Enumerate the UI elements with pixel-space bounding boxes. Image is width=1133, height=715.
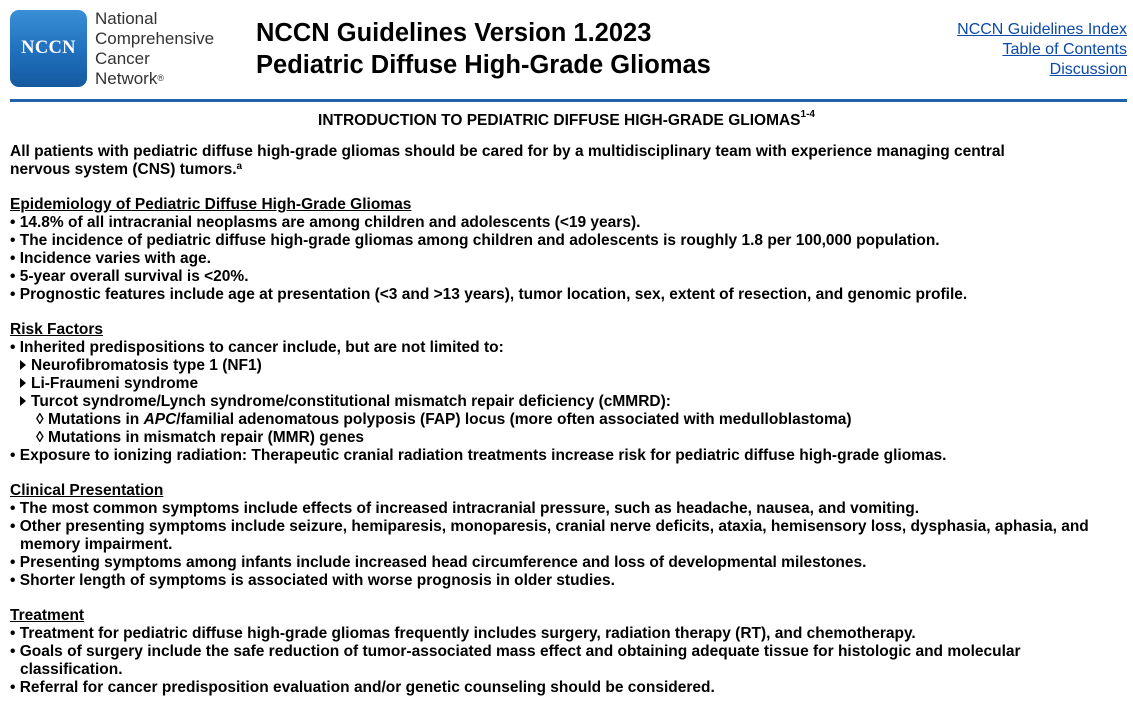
list-item-text: 14.8% of all intracranial neoplasms are among children and adolescents (<19 years). bbox=[19, 214, 641, 231]
table-of-contents-link[interactable]: Table of Contents bbox=[1002, 41, 1127, 58]
logo-text: NCCN bbox=[21, 38, 76, 58]
list-item-text: Mutations in mismatch repair (MMR) genes bbox=[47, 429, 365, 446]
section-heading: Clinical Presentation bbox=[10, 482, 164, 499]
list-item: • Inherited predispositions to cancer include, but are not limited to: bbox=[10, 339, 504, 356]
org-line bbox=[95, 69, 214, 89]
sub-sub-list-item bbox=[10, 429, 1130, 447]
list-item-text: Goals of surgery include the safe reduction of tumor-associated mass effect and obtaining adequate tissue for histologic and molecular classification. bbox=[19, 643, 1021, 678]
list-item: • Shorter length of symptoms is associated with worse prognosis in older studies. bbox=[10, 572, 615, 589]
epidemiology-section bbox=[10, 196, 1130, 304]
list-item-text: Incidence varies with age. bbox=[19, 250, 211, 267]
sub-list-item bbox=[10, 393, 1130, 411]
sub-sub-list-item bbox=[10, 411, 1130, 429]
org-line: Cancer bbox=[95, 49, 150, 68]
diamond-bullet-icon: ◊ bbox=[36, 411, 44, 428]
guidelines-index-link[interactable]: NCCN Guidelines Index bbox=[957, 21, 1127, 38]
list-item: • Prognostic features include age at presentation (<3 and >13 years), tumor location, sex, extent of resection, and genomic profile. bbox=[10, 286, 968, 303]
intro-text: All patients with pediatric diffuse high-grade gliomas should be cared for by a multidisciplinary team with experience managing central nervous system (CNS) tumors. bbox=[10, 143, 1005, 178]
list-item: • The most common symptoms include effects of increased intracranial pressure, such as headache, nausea, and vomiting. bbox=[10, 500, 920, 517]
list-item-text: Prognostic features include age at presentation (<3 and >13 years), tumor location, sex, extent of resection, and genomic profile. bbox=[19, 286, 968, 303]
sub-list-item bbox=[10, 375, 1130, 393]
list-item: • The incidence of pediatric diffuse high-grade gliomas among children and adolescents is roughly 1.8 per 100,000 population. bbox=[10, 232, 940, 249]
list-item: • Treatment for pediatric diffuse high-grade gliomas frequently includes surgery, radiation therapy (RT), and chemotherapy. bbox=[10, 625, 916, 642]
list-item: • Exposure to ionizing radiation: Therapeutic cranial radiation treatments increase risk for pediatric diffuse high-grade gliomas. bbox=[10, 447, 947, 464]
clinical-presentation-section bbox=[10, 482, 1130, 590]
list-item-text: Exposure to ionizing radiation: Therapeutic cranial radiation treatments increase risk for pediatric diffuse high-grade gliomas. bbox=[19, 447, 947, 464]
intro-heading-ref: 1-4 bbox=[800, 109, 815, 120]
list-item-text: Treatment for pediatric diffuse high-grade gliomas frequently includes surgery, radiation therapy (RT), and chemotherapy. bbox=[19, 625, 916, 642]
intro-paragraph bbox=[10, 143, 1020, 179]
triangle-bullet-icon bbox=[20, 378, 26, 388]
list-item-text: Turcot syndrome/Lynch syndrome/constitutional mismatch repair deficiency (cMMRD): bbox=[31, 393, 671, 410]
header-links bbox=[957, 20, 1127, 80]
list-item: • Incidence varies with age. bbox=[10, 250, 211, 267]
list-item-text: The incidence of pediatric diffuse high-grade gliomas among children and adolescents is roughly 1.8 per 100,000 population. bbox=[19, 232, 940, 249]
list-item: • Referral for cancer predisposition evaluation and/or genetic counseling should be considered. bbox=[10, 679, 715, 696]
header-divider bbox=[10, 99, 1127, 102]
document-body bbox=[10, 143, 1130, 697]
list-item-italic: APC bbox=[143, 411, 177, 428]
nccn-logo bbox=[10, 10, 87, 87]
diamond-bullet-icon: ◊ bbox=[36, 429, 44, 446]
list-item-text: Shorter length of symptoms is associated with worse prognosis in older studies. bbox=[19, 572, 615, 589]
treatment-section bbox=[10, 607, 1130, 697]
organization-name bbox=[95, 9, 214, 89]
list-item: • Presenting symptoms among infants include increased head circumference and loss of developmental milestones. bbox=[10, 554, 867, 571]
title-line-version: NCCN Guidelines Version 1.2023 bbox=[256, 19, 652, 47]
list-item-text: The most common symptoms include effects of increased intracranial pressure, such as headache, nausea, and vomiting. bbox=[19, 500, 920, 517]
org-line-text: Network bbox=[95, 69, 158, 88]
list-item-text: Referral for cancer predisposition evaluation and/or genetic counseling should be considered. bbox=[19, 679, 715, 696]
sub-list-item bbox=[10, 357, 1130, 375]
title-line-topic: Pediatric Diffuse High-Grade Gliomas bbox=[256, 51, 711, 79]
list-item-text: 5-year overall survival is <20%. bbox=[19, 268, 249, 285]
risk-factors-section bbox=[10, 321, 1130, 465]
intro-heading-text: INTRODUCTION TO PEDIATRIC DIFFUSE HIGH-GRADE GLIOMAS bbox=[318, 112, 801, 129]
org-line: National bbox=[95, 9, 158, 28]
page-title bbox=[256, 17, 711, 81]
list-item-text: Presenting symptoms among infants include increased head circumference and loss of developmental milestones. bbox=[19, 554, 867, 571]
list-item-text-post: /familial adenomatous polyposis (FAP) locus (more often associated with medulloblastoma) bbox=[176, 411, 852, 428]
discussion-link[interactable]: Discussion bbox=[1049, 61, 1127, 78]
list-item: • 5-year overall survival is <20%. bbox=[10, 268, 249, 285]
intro-footnote-ref: a bbox=[236, 161, 243, 172]
list-item-text: Neurofibromatosis type 1 (NF1) bbox=[31, 357, 262, 374]
section-heading: Treatment bbox=[10, 607, 85, 624]
section-heading: Epidemiology of Pediatric Diffuse High-Grade Gliomas bbox=[10, 196, 412, 213]
triangle-bullet-icon bbox=[20, 396, 26, 406]
list-item: • Other presenting symptoms include seizure, hemiparesis, monoparesis, cranial nerve deficits, ataxia, hemisensory loss, dysphasia, aphasia, and memory impairment. bbox=[10, 518, 1089, 553]
list-item-text: Other presenting symptoms include seizure, hemiparesis, monoparesis, cranial nerve deficits, ataxia, hemisensory loss, dysphasia, aphasia, and memory impairment. bbox=[19, 518, 1089, 553]
list-item-text: Li-Fraumeni syndrome bbox=[31, 375, 199, 392]
triangle-bullet-icon bbox=[20, 360, 26, 370]
section-heading: Risk Factors bbox=[10, 321, 104, 338]
list-item-text-pre: Mutations in bbox=[47, 411, 144, 428]
list-item: • 14.8% of all intracranial neoplasms are among children and adolescents (<19 years). bbox=[10, 214, 641, 231]
registered-mark: ® bbox=[157, 73, 164, 83]
list-item-text: Inherited predispositions to cancer include, but are not limited to: bbox=[19, 339, 504, 356]
intro-heading bbox=[0, 109, 1133, 130]
org-line: Comprehensive bbox=[95, 29, 215, 48]
list-item: • Goals of surgery include the safe reduction of tumor-associated mass effect and obtaining adequate tissue for histologic and molecular classification. bbox=[10, 643, 1021, 678]
